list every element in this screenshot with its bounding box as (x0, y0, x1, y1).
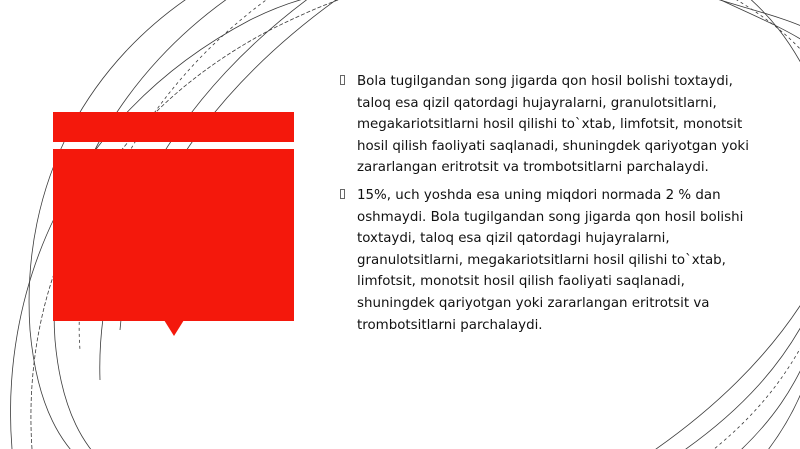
bullet-list (340, 71, 750, 342)
red-callout-box (53, 149, 294, 321)
red-header-bar (53, 112, 294, 142)
bullet-text: 15%, uch yoshda esa uning miqdori normada 2 % dan oshmaydi. Bola tugilgandan song jigarda qon hosil bolishi toxtaydi, taloq esa qizil qatordagi hujayralarni, granulotsitlarni, megakariotsitlarni hosil qilishi to`xtab, limfotsit, monotsit hosil qilish faoliyati saqlanadi, shuningdek qariyotgan yoki zararlangan eritrotsit va trombotsitlarni parchalaydi. (357, 187, 744, 333)
red-callout-pointer (164, 320, 184, 336)
bullet-text: Bola tugilgandan song jigarda qon hosil bolishi toxtaydi, taloq esa qizil qatordagi hujayralarni, granulotsitlarni, megakariotsitlarni hosil qilishi to`xtab, limfotsit, monotsit hosil qilish faoliyati saqlanadi, shuningdek qariyotgan yoki zararlangan eritrotsit va trombotsitlarni parchalaydi. (357, 74, 749, 176)
bullet-box-icon (340, 75, 345, 85)
bullet-item (340, 71, 750, 179)
bullet-item (340, 185, 750, 336)
bullet-box-icon (340, 189, 345, 199)
